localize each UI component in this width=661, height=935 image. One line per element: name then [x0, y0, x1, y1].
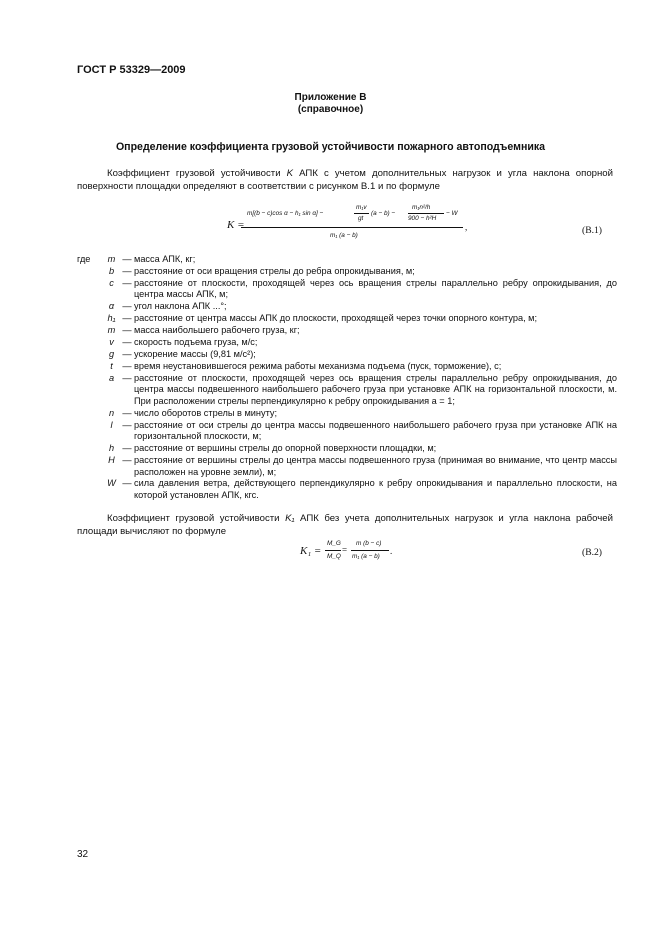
definition-dash: — [122, 336, 132, 347]
formula-b2-lhs: K₁ = [300, 545, 322, 557]
formula-b1-frac1-num: m₁v [356, 204, 367, 211]
definition-dash: — [122, 348, 132, 359]
definition-symbol: m [107, 254, 116, 264]
formula-b2-eq: = [342, 545, 348, 555]
formula-b1-lhs: K = [227, 219, 245, 231]
para2-symbol: K₁ [285, 513, 295, 524]
intro-text-1: Коэффициент грузовой устойчивости [107, 168, 287, 179]
formula-b1-frac2-den: 900 − h²H [408, 215, 437, 222]
definition-item [77, 266, 617, 278]
definition-item [77, 478, 617, 501]
definition-text: ускорение массы (9,81 м/с²); [134, 348, 256, 359]
definition-text: расстояние от плоскости, проходящей через ось вращения стрелы параллельно ребру опрокидывания, до центра массы АПК, м; [134, 277, 617, 300]
para2-text-1: Коэффициент грузовой устойчивости [107, 513, 286, 524]
formula-b2-trail: . [390, 546, 393, 556]
formula-b1-trail: , [465, 222, 468, 232]
definition-item [77, 254, 617, 266]
definition-text: масса АПК, кг; [134, 254, 196, 264]
definition-symbol: α [108, 301, 115, 312]
definition-item [77, 408, 617, 420]
definition-item [77, 455, 617, 478]
definition-dash: — [122, 265, 132, 276]
definition-dash: — [122, 443, 132, 454]
definition-text: расстояние от центра массы АПК до плоскости, проходящей через точки опорного контура, м; [134, 313, 538, 324]
formula-b1-part3: − W [446, 210, 458, 217]
definition-text: расстояние от плоскости, проходящей через ось вращения стрелы параллельно ребру опрокидывания, до центра массы подвешенного наибольшего рабочего груза при установке АПК на горизонтальной плоскости, м. При расположении стрелы перпендикулярно к ребру опрокидывания a = 1; [134, 372, 617, 406]
definitions-list [77, 254, 617, 502]
appendix-heading [0, 92, 661, 116]
intro-paragraph [77, 167, 613, 193]
definition-symbol: h [108, 443, 115, 454]
formula-b2-number: (В.2) [582, 547, 602, 558]
definition-item [77, 443, 617, 455]
formula-b1-frac2-num: m₁n²/h [412, 204, 431, 211]
formula-b1-part1: m[(b − c)cos α − h₁ sin α] − [247, 210, 324, 217]
definition-dash: — [122, 325, 132, 336]
definition-dash: — [122, 454, 132, 465]
definition-item [77, 278, 617, 301]
formula-b2-frac2-den: m₁ (a − b) [352, 553, 380, 560]
definition-item [77, 313, 617, 325]
definition-symbol: h₁ [107, 313, 116, 324]
formula-b2 [0, 535, 661, 571]
definition-symbol: a [108, 372, 115, 383]
formula-b1-frac1-den: gt [358, 215, 364, 222]
definition-dash: — [122, 313, 132, 324]
definition-symbol: l [110, 419, 113, 430]
definition-dash: — [122, 419, 132, 430]
definition-dash: — [122, 360, 132, 371]
formula-b2-frac1-den: M_Q [327, 553, 341, 560]
definition-dash: — [122, 254, 132, 264]
intro-text-2: АПК с учетом дополнительных нагрузок и угла наклона опорной поверхности площадки определяют в соответствии с рисунком В.1 и по формуле [77, 168, 613, 192]
definition-symbol: t [110, 360, 113, 371]
definition-item [77, 349, 617, 361]
definition-symbol: H [108, 454, 115, 465]
page-number: 32 [77, 849, 89, 860]
definition-item [77, 337, 617, 349]
appendix-kind: (справочное) [297, 104, 364, 115]
definition-symbol: v [109, 336, 114, 347]
definition-symbol: b [108, 265, 115, 276]
appendix-label: Приложение В [294, 92, 367, 103]
definition-dash: — [122, 277, 132, 288]
definition-dash: — [122, 478, 132, 489]
definition-text: сила давления ветра, действующего перпендикулярно к ребру опрокидывания и параллельно плоскости, на которой установлен АПК, кгс. [134, 478, 617, 501]
definition-symbol: W [107, 478, 116, 489]
definition-text: время неустановившегося режима работы механизма подъема (пуск, торможение), с; [134, 360, 502, 371]
definition-text: расстояние от оси вращения стрелы до ребра опрокидывания, м; [134, 265, 415, 276]
definition-text: угол наклона АПК ...°; [134, 301, 227, 312]
definition-text: расстояние от вершины стрелы до центра массы подвешенного груза (принимая во внимание, что центр массы расположен на уровне земли), м; [134, 454, 617, 477]
formula-b1-number: (В.1) [582, 225, 602, 236]
formula-b1-denominator: m₁ (a − b) [330, 232, 358, 239]
definition-item [77, 361, 617, 373]
definition-item [77, 373, 617, 408]
definitions-where: где [77, 254, 91, 264]
definition-item [77, 325, 617, 337]
definition-text: скорость подъема груза, м/с; [134, 336, 258, 347]
definition-text: расстояние от вершины стрелы до опорной поверхности площадки, м; [134, 443, 437, 454]
section-title: Определение коэффициента грузовой устойчивости пожарного автоподъемника [115, 141, 546, 153]
definition-item [77, 420, 617, 443]
definition-text: расстояние от оси стрелы до центра массы подвешенного наибольшего рабочего груза при установке АПК на горизонтальной плоскости, м; [134, 419, 617, 442]
definition-symbol: m [107, 325, 116, 336]
definition-symbol: n [108, 407, 115, 418]
definition-symbol: g [108, 348, 115, 359]
formula-b2-frac2-num: m (b − c) [356, 540, 382, 547]
formula-b2-frac1-num: M_G [327, 540, 341, 547]
definition-dash: — [122, 301, 132, 312]
intro-symbol: K [286, 168, 294, 179]
para2-text-2: АПК без учета дополнительных нагрузок и угла наклона рабочей площади вычисляют по формуле [77, 513, 613, 537]
definition-dash: — [122, 407, 132, 418]
definition-item [77, 301, 617, 313]
formula-b1-part2: (a − b) − [371, 210, 396, 217]
definition-text: масса наибольшего рабочего груза, кг; [134, 325, 300, 336]
document-header: ГОСТ Р 53329—2009 [77, 64, 186, 76]
formula-b1 [0, 198, 661, 248]
definition-symbol: c [109, 277, 114, 288]
definition-text: число оборотов стрелы в минуту; [134, 407, 278, 418]
definition-dash: — [122, 372, 132, 383]
